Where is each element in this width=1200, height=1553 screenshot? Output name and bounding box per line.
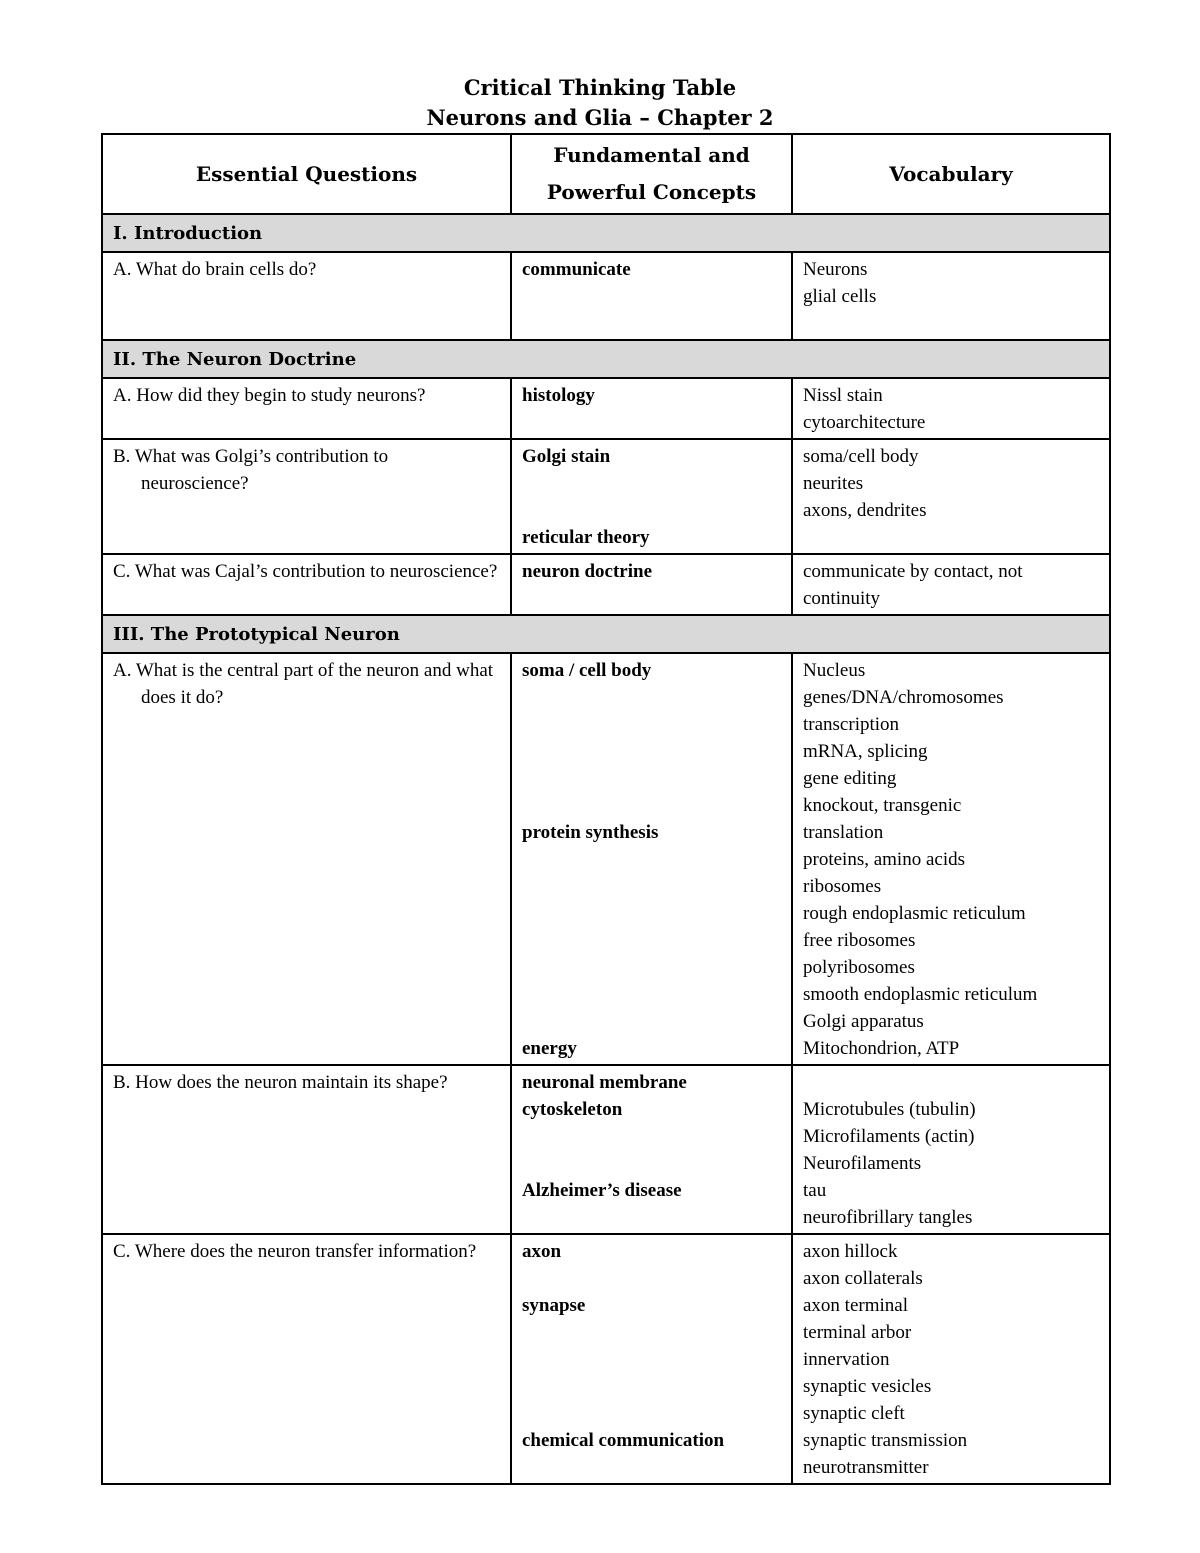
- concept-line: neuron doctrine: [522, 561, 653, 582]
- table-row: [102, 439, 1110, 554]
- concept-line: [522, 981, 781, 1008]
- vocab-line: soma/cell body: [803, 446, 919, 467]
- concept-line: [522, 711, 781, 738]
- header-row: [102, 134, 1110, 214]
- vocab-line: Mitochondrion, ATP: [803, 1038, 960, 1059]
- vocab-cell: [792, 252, 1110, 340]
- vocab-line: smooth endoplasmic reticulum: [803, 984, 1038, 1005]
- section-prototypical-neuron: III. The Prototypical Neuron: [102, 615, 1110, 653]
- header-concepts-line1: Fundamental and: [553, 143, 750, 167]
- concept-line: [522, 470, 781, 497]
- page-subtitle: Neurons and Glia – Chapter 2: [426, 105, 774, 130]
- concept-line: [522, 738, 781, 765]
- vocab-cell: [792, 1234, 1110, 1484]
- vocab-line: free ribosomes: [803, 930, 916, 951]
- vocab-cell: [792, 378, 1110, 439]
- vocab-line: gene editing: [803, 768, 897, 789]
- concept-line: [522, 497, 781, 524]
- concept-line: [522, 1150, 781, 1177]
- table-row: [102, 653, 1110, 1065]
- concept-line: [522, 1400, 781, 1427]
- concept-line: [522, 283, 781, 310]
- concept-line: [522, 954, 781, 981]
- vocab-line: translation: [803, 822, 884, 843]
- section-row: [102, 615, 1110, 653]
- table-row: [102, 378, 1110, 439]
- header-vocabulary: Vocabulary: [792, 134, 1110, 214]
- vocab-line: ribosomes: [803, 876, 882, 897]
- concept-line: chemical communication: [522, 1430, 725, 1451]
- vocab-line: terminal arbor: [803, 1322, 912, 1343]
- vocab-line: proteins, amino acids: [803, 849, 965, 870]
- concept-cell: [511, 378, 792, 439]
- vocab-line: synaptic vesicles: [803, 1376, 932, 1397]
- question-cell: A. What is the central part of the neuron and what does it do?: [102, 653, 511, 1065]
- concept-cell: [511, 252, 792, 340]
- concept-line: [522, 1454, 781, 1481]
- vocab-line: communicate by contact, not continuity: [803, 561, 1023, 609]
- header-concepts-line2: Powerful Concepts: [546, 180, 757, 204]
- vocab-line: neurofibrillary tangles: [803, 1207, 973, 1228]
- concept-line: [522, 792, 781, 819]
- vocab-line: neurites: [803, 473, 864, 494]
- concept-cell: [511, 554, 792, 615]
- concept-line: [522, 1204, 781, 1231]
- vocab-cell: [792, 554, 1110, 615]
- vocab-line: polyribosomes: [803, 957, 915, 978]
- vocab-cell: [792, 653, 1110, 1065]
- vocab-line: cytoarchitecture: [803, 412, 926, 433]
- vocab-line: glial cells: [803, 286, 877, 307]
- concept-line: Golgi stain: [522, 446, 611, 467]
- concept-cell: [511, 653, 792, 1065]
- concept-line: energy: [522, 1038, 577, 1059]
- concept-line: [522, 927, 781, 954]
- section-neuron-doctrine: II. The Neuron Doctrine: [102, 340, 1110, 378]
- vocab-cell: [792, 1065, 1110, 1234]
- vocab-line: axon collaterals: [803, 1268, 923, 1289]
- vocab-line: axon hillock: [803, 1241, 898, 1262]
- concept-line: [522, 846, 781, 873]
- section-row: [102, 214, 1110, 252]
- vocab-line: Golgi apparatus: [803, 1011, 924, 1032]
- concept-cell: [511, 1234, 792, 1484]
- concept-line: synapse: [522, 1295, 586, 1316]
- question-cell: A. How did they begin to study neurons?: [102, 378, 511, 439]
- concept-line: [522, 873, 781, 900]
- concept-line: Alzheimer’s disease: [522, 1180, 682, 1201]
- page-title: Critical Thinking Table: [463, 75, 737, 100]
- concept-line: cytoskeleton: [522, 1099, 623, 1120]
- question-cell: C. What was Cajal’s contribution to neuroscience?: [102, 554, 511, 615]
- vocab-line: synaptic cleft: [803, 1403, 905, 1424]
- vocab-line: [803, 1069, 1099, 1096]
- vocab-line: axons, dendrites: [803, 500, 927, 521]
- concept-line: soma / cell body: [522, 660, 652, 681]
- vocab-line: neurotransmitter: [803, 1457, 929, 1478]
- vocab-line: Neurofilaments: [803, 1153, 922, 1174]
- vocab-line: rough endoplasmic reticulum: [803, 903, 1026, 924]
- table-row: [102, 1234, 1110, 1484]
- table-row: [102, 554, 1110, 615]
- concept-line: communicate: [522, 259, 631, 280]
- vocab-line: Neurons: [803, 259, 868, 280]
- concept-line: reticular theory: [522, 527, 650, 548]
- concept-line: axon: [522, 1241, 562, 1262]
- concept-line: neuronal membrane: [522, 1072, 687, 1093]
- concept-line: [522, 900, 781, 927]
- section-introduction: I. Introduction: [102, 214, 1110, 252]
- concept-line: [522, 1346, 781, 1373]
- question-cell: A. What do brain cells do?: [102, 252, 511, 340]
- vocab-line: tau: [803, 1180, 827, 1201]
- vocab-line: synaptic transmission: [803, 1430, 968, 1451]
- vocab-line: innervation: [803, 1349, 890, 1370]
- concept-line: [522, 684, 781, 711]
- vocab-line: Nucleus: [803, 660, 866, 681]
- vocab-cell: [792, 439, 1110, 554]
- table-row: [102, 252, 1110, 340]
- concept-line: [522, 1265, 781, 1292]
- header-concepts: [511, 134, 792, 214]
- concept-line: [522, 1373, 781, 1400]
- concept-line: [522, 1123, 781, 1150]
- section-row: [102, 340, 1110, 378]
- concept-line: [522, 1319, 781, 1346]
- vocab-line: Microfilaments (actin): [803, 1126, 975, 1147]
- question-cell: C. Where does the neuron transfer information?: [102, 1234, 511, 1484]
- header-essential-questions: Essential Questions: [102, 134, 511, 214]
- table-row: [102, 1065, 1110, 1234]
- concept-cell: [511, 1065, 792, 1234]
- vocab-line: Microtubules (tubulin): [803, 1099, 976, 1120]
- vocab-line: genes/DNA/chromosomes: [803, 687, 1004, 708]
- concept-line: histology: [522, 385, 595, 406]
- vocab-line: Nissl stain: [803, 385, 883, 406]
- critical-thinking-table: [101, 133, 1111, 1485]
- vocab-line: axon terminal: [803, 1295, 908, 1316]
- concept-line: [522, 310, 781, 337]
- concept-cell: [511, 439, 792, 554]
- vocab-line: mRNA, splicing: [803, 741, 928, 762]
- question-cell: B. What was Golgi’s contribution to neuroscience?: [102, 439, 511, 554]
- concept-line: protein synthesis: [522, 822, 659, 843]
- vocab-line: knockout, transgenic: [803, 795, 962, 816]
- concept-line: [522, 765, 781, 792]
- question-cell: B. How does the neuron maintain its shape?: [102, 1065, 511, 1234]
- vocab-line: transcription: [803, 714, 900, 735]
- concept-line: [522, 1008, 781, 1035]
